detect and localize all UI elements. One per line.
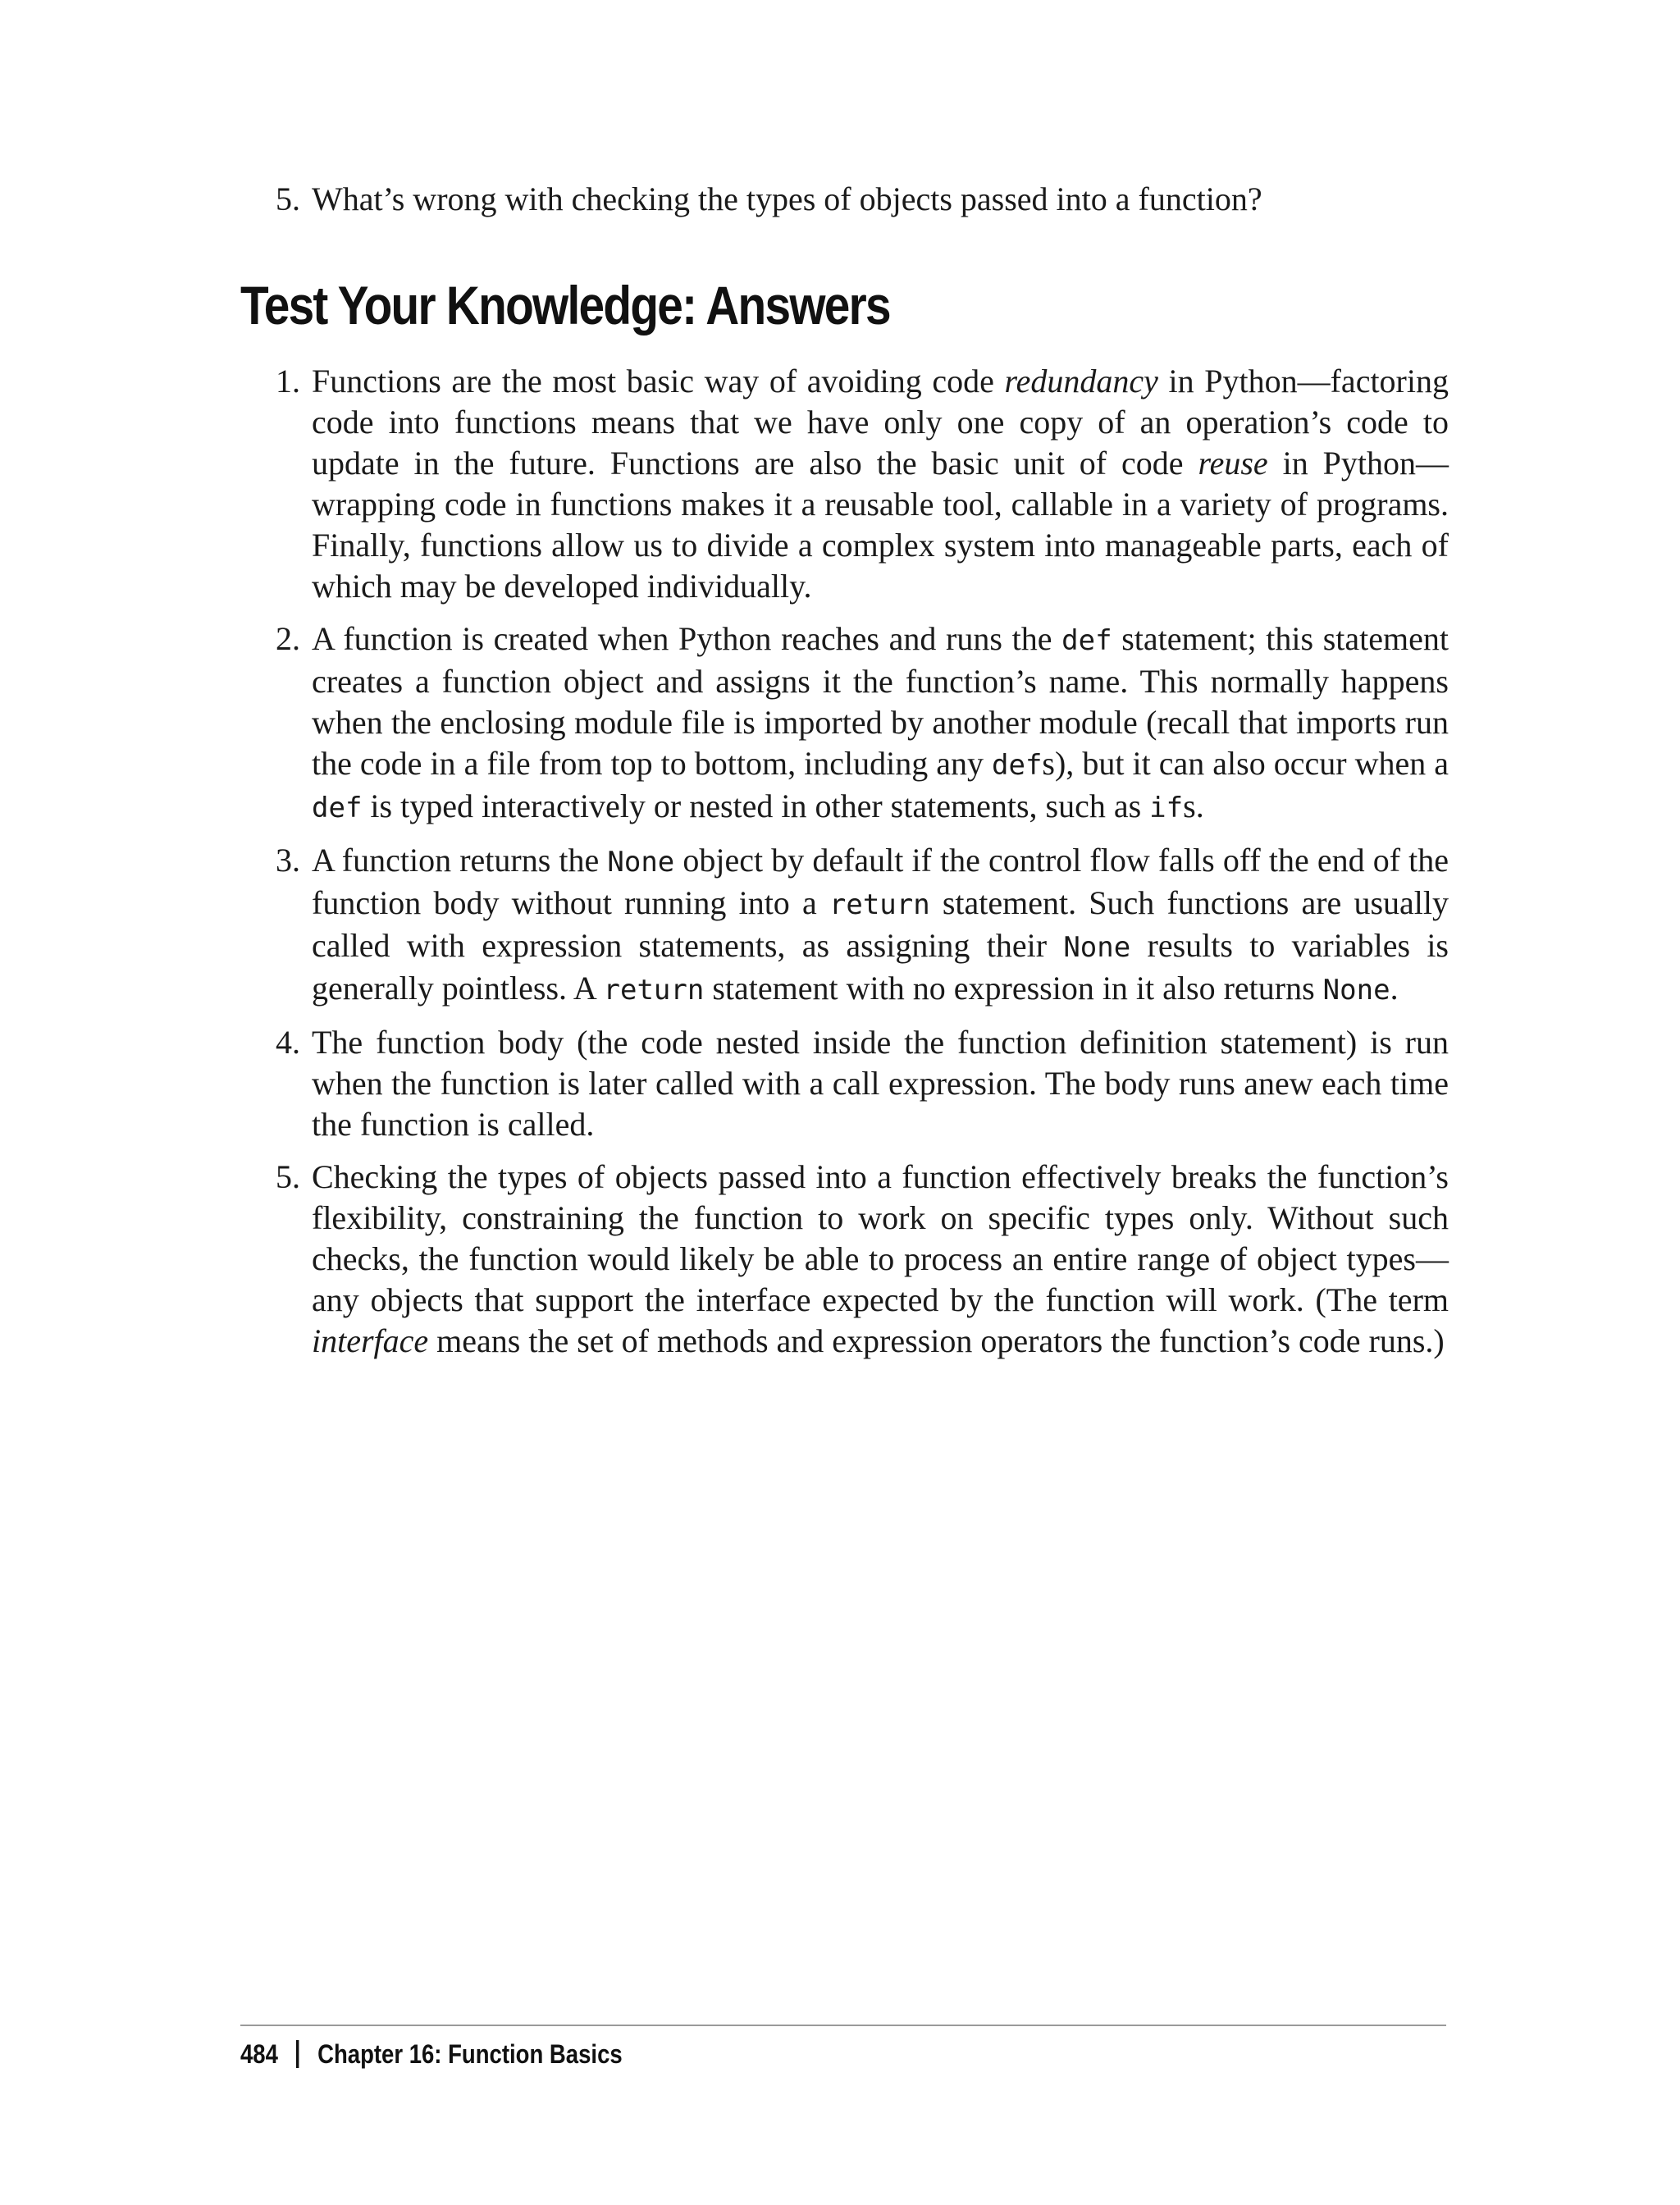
text-run: s.: [1183, 788, 1204, 824]
answer-item: [259, 1022, 1449, 1145]
answer-text: [302, 1022, 1449, 1145]
answers-list: [259, 361, 1449, 1373]
text-run: in Python—factoring code into functions means that we have only one copy of an operation’s code to update in the future. Functions are also the basic unit of code: [312, 363, 1449, 482]
text-run: statement; this statement creates a function object and assigns it the function’s name. This normally happens when the enclosing module file is imported by another module (recall that imports run the code in a file from top to bottom, including any: [312, 620, 1449, 782]
answer-number: 2.: [276, 620, 300, 657]
code-literal: return: [603, 974, 705, 1007]
text-run: A function is created when Python reaches and runs the: [312, 620, 1062, 657]
answer-text: [302, 840, 1449, 1011]
page-footer: [240, 2038, 623, 2070]
answer-number: 5.: [276, 1158, 300, 1195]
text-run: means the set of methods and expression operators the function’s code runs.): [428, 1322, 1445, 1359]
section-title: Test Your Knowledge: Answers: [240, 275, 890, 336]
text-run: s), but it can also occur when a: [1042, 745, 1449, 782]
code-literal: def: [1061, 624, 1112, 657]
text-run: object by default if the control flow falls off the end of the function body without running into a: [312, 842, 1449, 921]
answer-text: [302, 361, 1449, 607]
question-number: 5.: [276, 180, 300, 217]
answer-number: 4.: [276, 1024, 300, 1061]
footer-separator: [296, 2040, 299, 2068]
code-literal: None: [607, 846, 675, 879]
answer-item: [259, 1157, 1449, 1362]
text-run: A function returns the: [312, 842, 608, 879]
code-literal: return: [829, 888, 930, 921]
emphasis-term: reuse: [1198, 445, 1268, 482]
code-literal: None: [1322, 974, 1390, 1007]
text-run: The function body (the code nested inside the function definition statement) is run when the function is later called with a call expression. The body runs anew each time the function is called.: [312, 1024, 1449, 1143]
answer-number: 1.: [276, 363, 300, 399]
answer-item: [259, 840, 1449, 1011]
emphasis-term: interface: [312, 1322, 429, 1359]
footer-divider: [240, 2025, 1446, 2026]
question-text: What’s wrong with checking the types of objects passed into a function?: [312, 180, 1262, 217]
text-run: statement. Such functions are usually called with expression statements, as assigning their: [312, 884, 1449, 964]
text-run: .: [1390, 970, 1399, 1007]
text-run: results to variables is generally pointless. A: [312, 927, 1449, 1007]
emphasis-term: redundancy: [1004, 363, 1158, 399]
chapter-title: Chapter 16: Function Basics: [317, 2039, 623, 2069]
code-literal: def: [992, 749, 1043, 782]
answer-text: [302, 1157, 1449, 1362]
text-run: Checking the types of objects passed into a function effectively breaks the function’s flexibility, constraining the function to work on specific types only. Without such checks, the function would likely be able to process an entire range of object types—any objects that support the interface expected by the function will work. (The term: [312, 1158, 1449, 1318]
answer-item: [259, 619, 1449, 829]
code-literal: None: [1063, 931, 1131, 964]
text-run: is typed interactively or nested in other statements, such as: [362, 788, 1150, 824]
text-run: in Python—wrapping code in functions makes it a reusable tool, callable in a variety of programs. Finally, functions allow us to divide a complex system into manageable parts, each of which may be developed individually.: [312, 445, 1449, 605]
answer-item: [259, 361, 1449, 607]
question-item: [259, 179, 1449, 220]
text-run: statement with no expression in it also returns: [704, 970, 1323, 1007]
answer-number: 3.: [276, 842, 300, 879]
answer-text: [302, 619, 1449, 829]
page-number: 484: [240, 2039, 278, 2069]
code-literal: if: [1149, 792, 1184, 824]
text-run: Functions are the most basic way of avoiding code: [312, 363, 1005, 399]
code-literal: def: [312, 792, 363, 824]
